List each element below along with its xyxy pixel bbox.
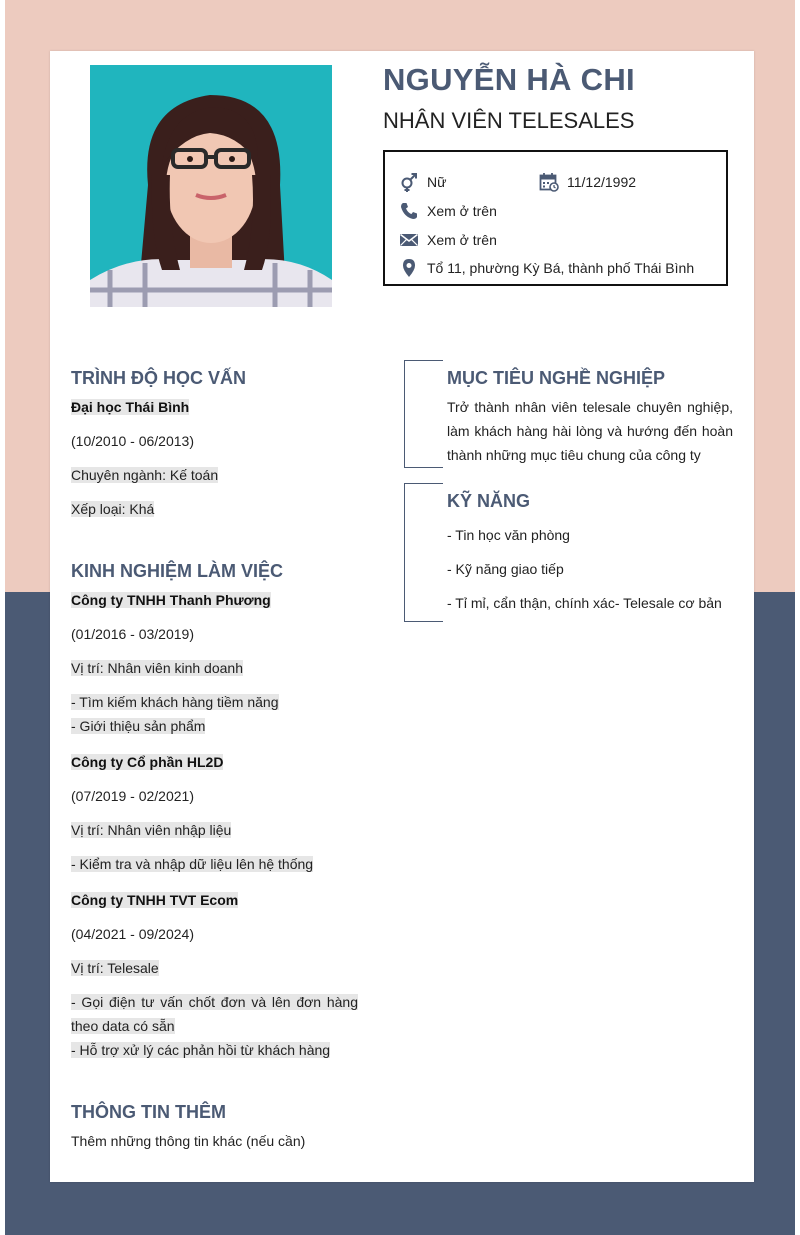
extra-info-title: THÔNG TIN THÊM	[71, 1102, 226, 1122]
education-major: Chuyên ngành: Kế toán	[71, 467, 219, 483]
location-pin-icon	[399, 258, 419, 278]
email-value: Xem ở trên	[427, 232, 497, 248]
email-row	[399, 230, 497, 250]
education-rank: Xếp loại: Khá	[71, 501, 155, 517]
objective-text: Trở thành nhân viên telesale chuyên nghiệp, làm khách hàng hài lòng và hướng đến hoàn thành những mục tiêu chung của công ty	[447, 399, 733, 463]
skill-item: - Tin học văn phòng	[447, 527, 570, 543]
portrait-illustration	[90, 65, 332, 307]
skill-item: - Kỹ năng giao tiếp	[447, 561, 564, 577]
phone-value: Xem ở trên	[427, 203, 497, 219]
extra-info-text: Thêm những thông tin khác (nếu cần)	[71, 1133, 306, 1149]
job-company: Công ty Cổ phần HL2D	[71, 754, 224, 770]
objective-bracket	[404, 360, 443, 468]
job-position: Vị trí: Nhân viên kinh doanh	[71, 660, 243, 676]
job-position: Vị trí: Nhân viên nhập liệu	[71, 822, 232, 838]
skill-item: - Tỉ mỉ, cẩn thận, chính xác- Telesale cơ bản	[447, 595, 722, 611]
job-duty: - Tìm kiếm khách hàng tiềm năng	[71, 694, 279, 710]
experience-title: KINH NGHIỆM LÀM VIỆC	[71, 561, 284, 581]
job-duty: theo data có sẵn	[71, 1018, 175, 1034]
job-company: Công ty TNHH Thanh Phương	[71, 592, 271, 608]
education-period: (10/2010 - 06/2013)	[71, 433, 194, 449]
job-duty: - Giới thiệu sản phẩm	[71, 718, 206, 734]
job-duty: - Kiểm tra và nhập dữ liệu lên hệ thống	[71, 856, 314, 872]
education-title: TRÌNH ĐỘ HỌC VẤN	[71, 368, 246, 388]
job-duty: - Hỗ trợ xử lý các phản hồi từ khách hàng	[71, 1042, 331, 1058]
birthdate-row	[539, 172, 636, 192]
job-title: NHÂN VIÊN TELESALES	[383, 108, 635, 133]
calendar-icon	[539, 172, 559, 192]
contact-info-box	[383, 150, 728, 286]
job-period: (07/2019 - 02/2021)	[71, 788, 194, 804]
gender-value: Nữ	[427, 174, 447, 190]
skills-title: KỸ NĂNG	[447, 491, 531, 511]
job-period: (01/2016 - 03/2019)	[71, 626, 194, 642]
phone-icon	[399, 201, 419, 221]
objective-title: MỤC TIÊU NGHỀ NGHIỆP	[447, 368, 666, 388]
skills-bracket	[404, 483, 443, 622]
gender-icon	[399, 172, 419, 192]
address-value: Tổ 11, phường Kỳ Bá, thành phố Thái Bình	[427, 260, 695, 276]
education-school: Đại học Thái Bình	[71, 399, 190, 415]
gender-row	[399, 172, 446, 192]
job-position: Vị trí: Telesale	[71, 960, 159, 976]
profile-photo	[90, 65, 332, 307]
phone-row	[399, 201, 497, 221]
address-row	[399, 258, 694, 278]
job-period: (04/2021 - 09/2024)	[71, 926, 194, 942]
job-company: Công ty TNHH TVT Ecom	[71, 892, 239, 908]
email-icon	[399, 230, 419, 250]
candidate-name: NGUYỄN HÀ CHI	[383, 62, 635, 97]
job-duty: - Gọi điện tư vấn chốt đơn và lên đơn hàng	[71, 994, 358, 1010]
birthdate-value: 11/12/1992	[567, 174, 637, 190]
